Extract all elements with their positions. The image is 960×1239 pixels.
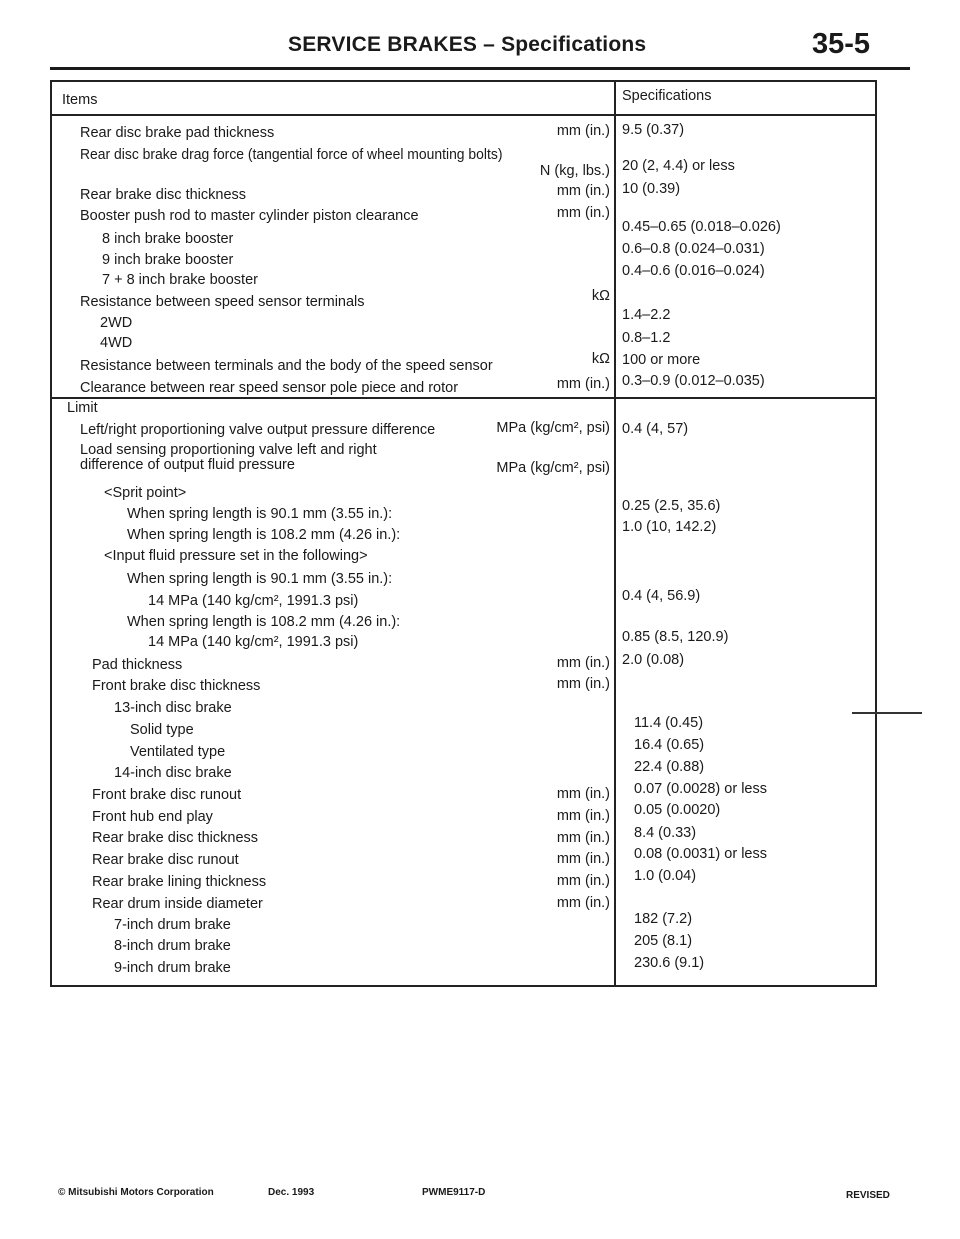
- page-title: SERVICE BRAKES – Specifications: [288, 33, 647, 56]
- row-unit: mm (in.): [556, 123, 610, 139]
- row-label: Resistance between terminals and the body of the speed sensor: [80, 358, 493, 374]
- row-label: <Input fluid pressure set in the following>: [104, 548, 368, 564]
- row-label: 7 + 8 inch brake booster: [102, 272, 258, 288]
- row-label: Pad thickness: [92, 657, 183, 673]
- row-spec: 9.5 (0.37): [622, 122, 685, 138]
- row-label: Rear disc brake pad thickness: [80, 125, 275, 141]
- header-rule: [50, 67, 910, 70]
- row-unit: mm (in.): [556, 676, 610, 692]
- row-spec: 22.4 (0.88): [634, 759, 705, 775]
- row-spec: 0.25 (2.5, 35.6): [622, 498, 721, 514]
- row-label: 9-inch drum brake: [114, 960, 231, 976]
- row-label: 8 inch brake booster: [102, 231, 234, 247]
- row-unit: mm (in.): [556, 205, 610, 221]
- column-divider: [614, 80, 616, 987]
- row-label: 13-inch disc brake: [114, 700, 232, 716]
- row-spec: 0.4–0.6 (0.016–0.024): [622, 263, 765, 279]
- row-spec: 1.0 (0.04): [634, 868, 697, 884]
- row-spec: 205 (8.1): [634, 933, 693, 949]
- row-unit: mm (in.): [556, 376, 610, 392]
- row-label: Rear brake disc thickness: [80, 187, 247, 203]
- footer-copyright: © Mitsubishi Motors Corporation: [58, 1187, 214, 1198]
- row-unit: mm (in.): [556, 851, 610, 867]
- row-spec: 16.4 (0.65): [634, 737, 705, 753]
- row-label: 2WD: [100, 315, 133, 331]
- row-unit: mm (in.): [556, 655, 610, 671]
- footer-date: Dec. 1993: [268, 1187, 315, 1198]
- row-unit: MPa (kg/cm², psi): [496, 460, 610, 476]
- row-spec: 2.0 (0.08): [622, 652, 685, 668]
- row-unit: mm (in.): [556, 895, 610, 911]
- row-unit: mm (in.): [556, 808, 610, 824]
- row-unit: kΩ: [591, 288, 610, 304]
- row-spec: 0.4 (4, 57): [622, 421, 689, 437]
- row-label: When spring length is 90.1 mm (3.55 in.):: [127, 506, 393, 522]
- row-label: Load sensing proportioning valve left and right difference of output fluid pressure: [80, 442, 377, 473]
- page-number: 35-5: [812, 28, 871, 60]
- row-label: 14 MPa (140 kg/cm², 1991.3 psi): [148, 593, 359, 609]
- limit-heading: Limit: [67, 400, 98, 416]
- row-label: <Sprit point>: [104, 485, 187, 501]
- row-label: Solid type: [130, 722, 194, 738]
- row-spec: 10 (0.39): [622, 181, 681, 197]
- row-label: Rear brake disc runout: [92, 852, 239, 868]
- footer-status: REVISED: [846, 1190, 890, 1201]
- row-label: When spring length is 90.1 mm (3.55 in.):: [127, 571, 393, 587]
- row-spec: 1.0 (10, 142.2): [622, 519, 717, 535]
- footer-code: PWME9117-D: [422, 1187, 486, 1198]
- row-label: Left/right proportioning valve output pressure difference: [80, 422, 436, 438]
- row-spec: 0.45–0.65 (0.018–0.026): [622, 219, 781, 235]
- row-label: Rear disc brake drag force (tangential force of wheel mounting bolts): [80, 147, 503, 163]
- row-label: 7-inch drum brake: [114, 917, 231, 933]
- row-label: 8-inch drum brake: [114, 938, 231, 954]
- row-label: Front brake disc thickness: [92, 678, 261, 694]
- row-unit: mm (in.): [556, 873, 610, 889]
- row-unit: mm (in.): [556, 183, 610, 199]
- row-unit: MPa (kg/cm², psi): [496, 420, 610, 436]
- row-label: 4WD: [100, 335, 133, 351]
- row-label: Clearance between rear speed sensor pole piece and rotor: [80, 380, 459, 396]
- row-label: 14-inch disc brake: [114, 765, 232, 781]
- row-label: Resistance between speed sensor terminals: [80, 294, 365, 310]
- revision-mark: [852, 712, 922, 714]
- row-unit: kΩ: [591, 351, 610, 367]
- row-label: Front hub end play: [92, 809, 213, 825]
- row-spec: 0.07 (0.0028) or less: [634, 781, 767, 797]
- limit-section-rule: [50, 397, 877, 399]
- row-spec: 0.4 (4, 56.9): [622, 588, 701, 604]
- row-spec: 100 or more: [622, 352, 701, 368]
- row-label: Rear brake lining thickness: [92, 874, 267, 890]
- row-spec: 1.4–2.2: [622, 307, 671, 323]
- row-label: When spring length is 108.2 mm (4.26 in.):: [127, 527, 401, 543]
- row-spec: 0.6–0.8 (0.024–0.031): [622, 241, 765, 257]
- row-label: Rear drum inside diameter: [92, 896, 263, 912]
- row-label: Rear brake disc thickness: [92, 830, 259, 846]
- row-spec: 182 (7.2): [634, 911, 693, 927]
- column-header-items: Items: [62, 92, 98, 108]
- row-label: 14 MPa (140 kg/cm², 1991.3 psi): [148, 634, 359, 650]
- header-row-rule: [50, 114, 877, 116]
- row-spec: 230.6 (9.1): [634, 955, 705, 971]
- row-spec: 0.85 (8.5, 120.9): [622, 629, 729, 645]
- row-spec: 0.3–0.9 (0.012–0.035): [622, 373, 765, 389]
- column-header-specifications: Specifications: [622, 88, 712, 104]
- row-unit: N (kg, lbs.): [539, 163, 610, 179]
- row-label: When spring length is 108.2 mm (4.26 in.):: [127, 614, 401, 630]
- row-spec: 11.4 (0.45): [634, 715, 704, 731]
- row-label: 9 inch brake booster: [102, 252, 234, 268]
- row-label: Front brake disc runout: [92, 787, 242, 803]
- row-unit: mm (in.): [556, 830, 610, 846]
- row-label: Ventilated type: [130, 744, 226, 760]
- row-spec: 0.8–1.2: [622, 330, 671, 346]
- row-spec: 20 (2, 4.4) or less: [622, 158, 735, 174]
- row-label: Booster push rod to master cylinder piston clearance: [80, 208, 419, 224]
- row-spec: 8.4 (0.33): [634, 825, 697, 841]
- row-spec: 0.05 (0.0020): [634, 802, 721, 818]
- row-spec: 0.08 (0.0031) or less: [634, 846, 767, 862]
- row-unit: mm (in.): [556, 786, 610, 802]
